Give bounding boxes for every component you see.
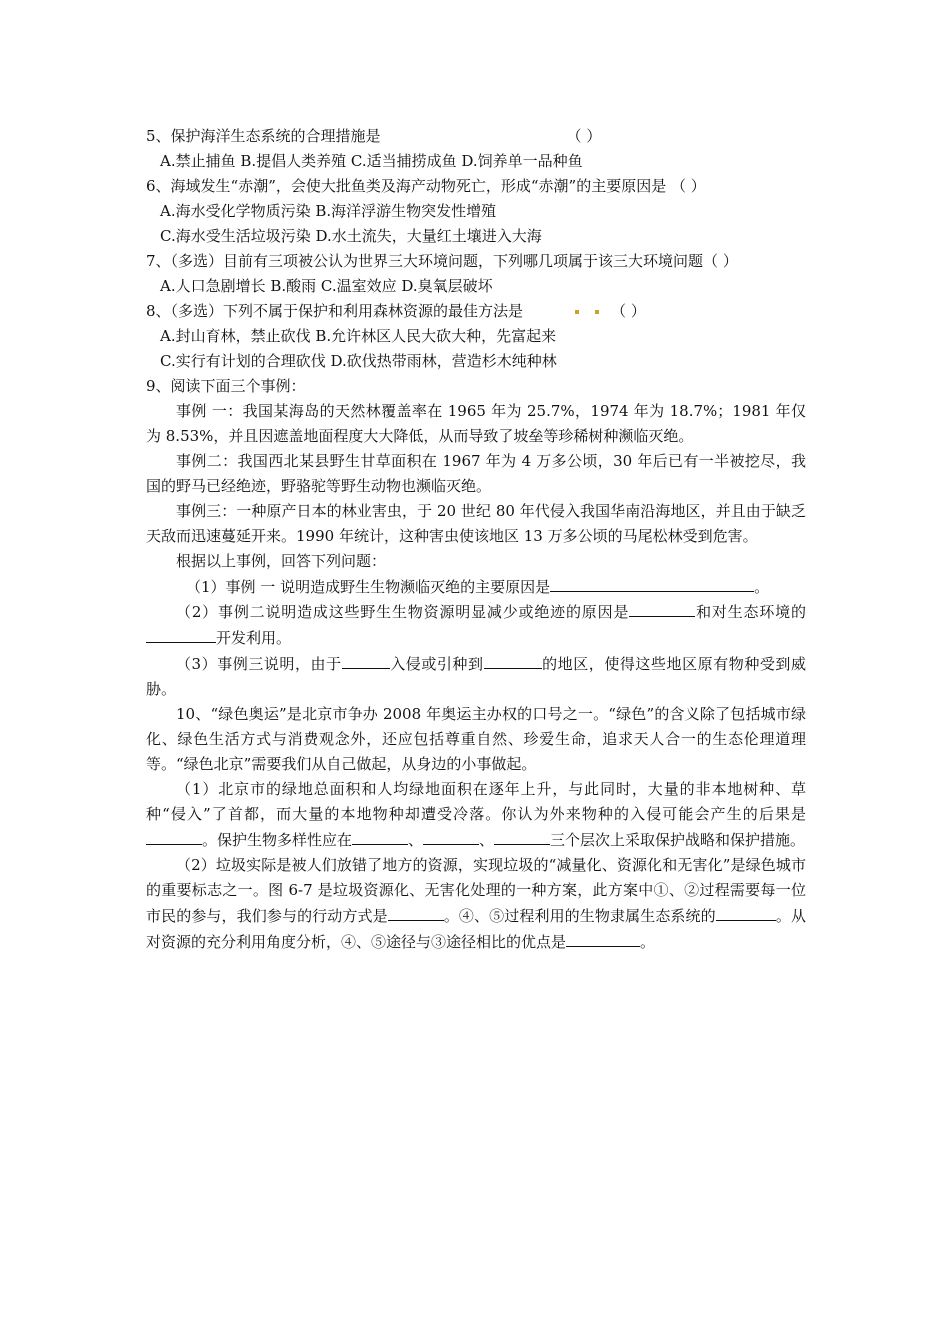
q9-case-2: 事例二：我国西北某县野生甘草面积在 1967 年为 4 万多公顷，30 年后已有一半被挖尽，我国的野马已经绝迹，野骆驼等野生动物也濒临灭绝。 [146, 452, 806, 495]
worksheet-page [146, 124, 806, 955]
q10-sub1-sep1: 、 [408, 831, 424, 849]
question-8-stem [146, 299, 806, 324]
q10-sub1-sep2: 、 [479, 831, 495, 849]
answer-blank[interactable] [146, 827, 202, 845]
q10-sub2-mid: 。④、⑤过程利用的生物隶属生态系统的 [443, 907, 716, 925]
q5-stem-text: 5、保护海洋生态系统的合理措施是 [146, 127, 381, 145]
question-8-options-cd: C.实行有计划的合理砍伐 D.砍伐热带雨林，营造杉木纯种林 [160, 352, 557, 370]
question-7-options: A.人口急剧增长 B.酸雨 C.温室效应 D.臭氧层破坏 [160, 277, 493, 295]
answer-blank[interactable] [484, 651, 542, 669]
q10-sub-2 [146, 853, 806, 955]
q10-sub2-end: 。 [640, 933, 656, 951]
q9-sub2-text: （2）事例二说明造成这些野生生物资源明显减少或绝迹的原因是 [176, 603, 630, 621]
q9-sub3-end: 的地区，使得这些地区原有物种受到威胁。 [146, 655, 806, 698]
q9-sub2-end: 开发利用。 [216, 629, 292, 647]
q9-sub2-mid: 和对生态环境的 [695, 603, 806, 621]
answer-blank[interactable] [146, 625, 216, 643]
answer-blank[interactable] [352, 827, 408, 845]
answer-blank[interactable] [550, 574, 754, 592]
q9-sub-3 [146, 651, 806, 702]
q10-sub2-text: （2）垃圾实际是被人们放错了地方的资源，实现垃圾的“减量化、资源化和无害化”是绿色城市的重要标志之一。图 6-7 是垃圾资源化、无害化处理的一种方案，此方案中①、②过程需要每一位市民的参与，我们参与的行动方式是 [146, 856, 806, 925]
q9-sub1-text: （1）事例 一 说明造成野生生物濒临灭绝的主要原因是 [186, 578, 551, 596]
answer-blank[interactable] [342, 651, 390, 669]
q10-sub1-text: （1）北京市的绿地总面积和人均绿地面积在逐年上升，与此同时，大量的非本地树种、草种“侵入”了首都，而大量的本地物种却遭受冷落。你认为外来物种的入侵可能会产生的后果是 [146, 780, 806, 823]
answer-blank[interactable] [494, 827, 550, 845]
q9-case-3: 事例三：一种原产日本的林业害虫，于 20 世纪 80 年代侵入我国华南沿海地区，并且由于缺乏天敌而迅速蔓延开来。1990 年统计，这种害虫使该地区 13 万多公顷的马尾松林受到危害。 [146, 502, 806, 545]
question-6-options-cd: C.海水受生活垃圾污染 D.水土流失，大量红土壤进入大海 [160, 227, 542, 245]
q8-answer-bracket: （ ） [611, 302, 646, 320]
answer-blank[interactable] [388, 903, 444, 921]
question-9-stem: 9、阅读下面三个事例： [146, 377, 306, 395]
q10-sub1-mid: 。保护生物多样性应在 [202, 831, 353, 849]
question-5-options: A.禁止捕鱼 B.提倡人类养殖 C.适当捕捞成鱼 D.饲养单一品种鱼 [160, 152, 583, 170]
q10-sub2-mid2: 。从对资源的充分利用角度分析，④、⑤途径与③途径相比的优点是 [146, 907, 806, 951]
question-6-stem: 6、海域发生“赤潮”，会使大批鱼类及海产动物死亡，形成“赤潮”的主要原因是 （ ） [146, 177, 706, 195]
question-5-stem [146, 124, 806, 149]
decorative-dot [575, 310, 579, 314]
q8-stem-text: 8、（多选）下列不属于保护和利用森林资源的最佳方法是 [146, 302, 524, 320]
answer-blank[interactable] [423, 827, 479, 845]
answer-blank[interactable] [716, 903, 776, 921]
q9-sub3-text: （3）事例三说明，由于 [176, 655, 342, 673]
q9-sub-1 [146, 574, 806, 599]
q9-prompt: 根据以上事例，回答下列问题： [176, 552, 387, 570]
q9-sub1-end: 。 [754, 578, 770, 596]
question-7-stem: 7、（多选）目前有三项被公认为世界三大环境问题，下列哪几项属于该三大环境问题（ ） [146, 252, 738, 270]
answer-blank[interactable] [566, 929, 640, 947]
q10-sub-1 [146, 777, 806, 853]
question-6-options-ab: A.海水受化学物质污染 B.海洋浮游生物突发性增殖 [160, 202, 497, 220]
q5-answer-bracket: （ ） [566, 127, 602, 145]
decorative-dot [595, 310, 599, 314]
q9-sub3-mid: 入侵或引种到 [389, 655, 484, 673]
question-10-intro: 10、“绿色奥运”是北京市争办 2008 年奥运主办权的口号之一。“绿色”的含义除了包括城市绿化、绿色生活方式与消费观念外，还应包括尊重自然、珍爱生命，追求天人合一的生态伦理道理等。“绿色北京”需要我们从自己做起，从身边的小事做起。 [146, 705, 806, 773]
answer-blank[interactable] [629, 599, 695, 617]
q9-sub-2 [146, 599, 806, 651]
q9-case-1: 事例 一：我国某海岛的天然林覆盖率在 1965 年为 25.7%，1974 年为 18.7%；1981 年仅为 8.53%，并且因遮盖地面程度大大降低，从而导致了坡垒等珍稀树种濒临灭绝。 [146, 402, 806, 445]
q10-sub1-end: 三个层次上采取保护战略和保护措施。 [550, 831, 806, 849]
question-8-options-ab: A.封山育林，禁止砍伐 B.允许林区人民大砍大种，先富起来 [160, 327, 557, 345]
